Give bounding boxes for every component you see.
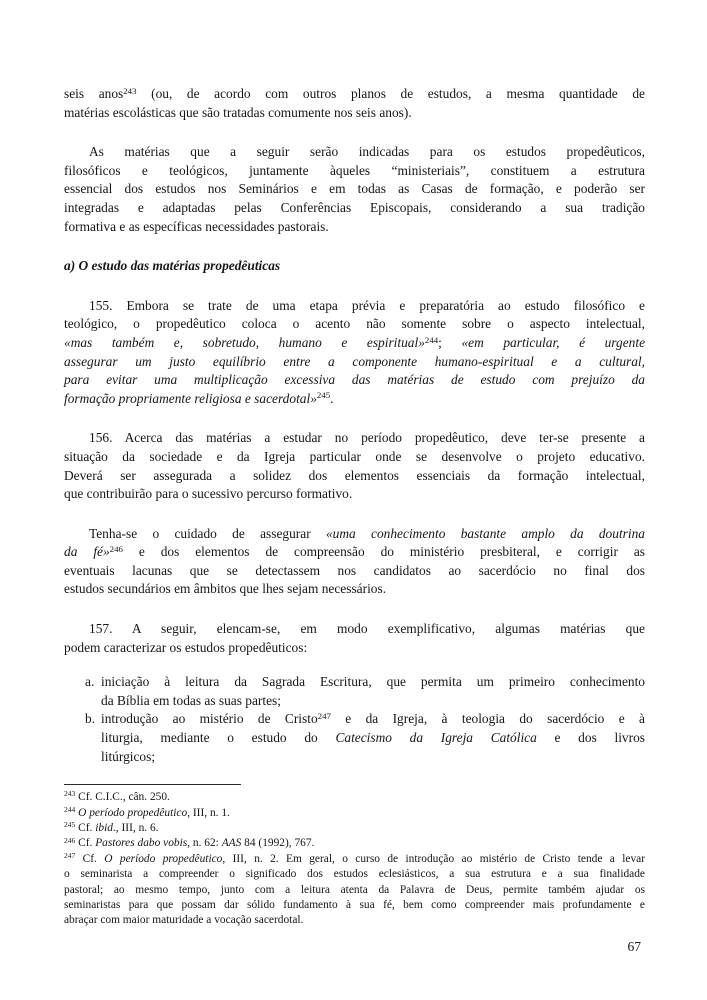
text-line [64,390,645,409]
footnote-ref: 245 [316,390,331,401]
text-line [64,448,645,467]
footnote [64,806,645,821]
text-line [64,790,645,805]
text-segment: 84 (1992), 767. [241,837,315,850]
list-marker: b. [85,711,96,727]
text-segment: liturgia, mediante o estudo do [101,730,336,746]
footnote-ref: 247 [317,711,331,722]
text-line [64,821,645,836]
paragraph [64,525,645,599]
text-line [64,898,645,913]
footnote-separator [64,784,241,785]
page-column [64,85,645,929]
text-segment: 157. A seguir, elencam-se, em modo exemplificativo, algumas matérias que [89,621,645,637]
footnote [64,852,645,929]
paragraph [64,620,645,657]
text-segment: para evitar uma multiplicação excessiva das matérias de estudo com prejuízo da [64,372,645,388]
text-line [64,525,645,544]
text-segment: , III, n. 6. [115,822,159,835]
text-segment: . [330,390,334,406]
footnote [64,821,645,836]
footnote-ref: 246 [109,543,123,554]
text-segment: As matérias que a seguir serão indicadas para os estudos propedêuticos, [89,144,645,160]
text-line [64,334,645,353]
text-segment: iniciação à leitura da Sagrada Escritura, que permita um primeiro conhecimento [101,674,645,690]
text-segment: Tenha-se o cuidado de assegurar [89,525,326,541]
text-segment: Cf. [75,837,96,850]
text-line [101,692,645,711]
text-line [64,297,645,316]
text-segment: filosóficos e teológicos, juntamente àqueles “ministeriais”, constituem a estrutura [64,162,645,178]
text-line [64,353,645,372]
footnote-ref: 245 [64,820,76,830]
text-segment: Pastores dabo vobis [95,837,188,850]
paragraph [64,143,645,236]
text-segment: da Bíblia em todas as suas partes; [101,692,281,708]
text-line [101,729,645,748]
text-line [64,104,645,123]
text-line [64,836,645,851]
text-line [64,143,645,162]
text-segment: litúrgicos; [101,748,156,764]
text-line [64,371,645,390]
text-line [64,257,645,276]
footnote-ref: 246 [64,835,76,845]
footnote [64,836,645,851]
text-segment: que contribuirão para o sucessivo percurso formativo. [64,486,353,502]
text-segment: Catecismo da Igreja Católica [335,730,537,746]
text-line [64,562,645,581]
text-segment: teológico, o propedêutico coloca o acento não somente sobre o aspecto intelectual, [64,316,645,332]
page-number: 67 [627,939,641,954]
text-segment: , III, n. 2. Em geral, o curso de introdução ao mistério de Cristo tende a levar [222,852,645,865]
text-segment: ibid. [95,822,116,835]
list-item [64,673,645,710]
text-line [64,315,645,334]
text-segment: «mas também e, sobretudo, humano e espiritual» [64,334,425,350]
footnotes-section [64,790,645,929]
text-segment: o seminarista a compreender o significado dos estudos eclesiásticos, a sua estrutura e a sua finalidade [64,868,645,881]
text-segment: , III, n. 1. [187,806,230,819]
text-segment: e dos elementos de compreensão do ministério presbiteral, e corrigir as [122,544,645,560]
text-segment: introdução ao mistério de Cristo [101,711,318,727]
footnote-ref: 247 [64,851,76,861]
text-segment: seis anos [64,86,124,101]
footnote-ref: 243 [123,85,137,96]
text-segment: AAS [221,837,242,850]
list [64,673,645,766]
text-segment: assegurar um justo equilíbrio entre a componente humano-espiritual e a cultural, [64,353,645,369]
list-marker: a. [85,674,95,690]
text-segment: O período propedêutico [104,852,223,865]
footnote-ref: 244 [64,804,76,814]
text-segment: e da Igreja, à teologia do sacerdócio e à [330,711,645,727]
text-segment: (ou, de acordo com outros planos de estudos, a mesma quantidade de [136,86,645,101]
text-segment: Deverá ser assegurada a solidez dos elementos essenciais da formação intelectual, [64,467,645,483]
document-body [64,85,645,766]
paragraph [64,429,645,503]
text-line [64,180,645,199]
text-line [64,162,645,181]
text-line [64,639,645,658]
text-line [64,883,645,898]
text-line [64,85,645,104]
section-heading [64,257,645,276]
text-line [64,620,645,639]
text-segment: Cf. [75,852,105,865]
text-segment: matérias escolásticas que são tratadas comumente nos seis anos). [64,104,412,120]
text-line [64,913,645,928]
text-line [101,673,645,692]
text-segment: ; [438,334,462,350]
text-segment: «em particular, é urgente [461,334,646,350]
text-line [64,218,645,237]
text-line [64,485,645,504]
text-segment: 155. Embora se trate de uma etapa prévia e preparatória ao estudo filosófico e [89,297,645,313]
text-segment: e dos livros [536,730,645,746]
text-line [101,748,645,767]
text-segment: abraçar com maior maturidade a vocação sacerdotal. [64,914,304,927]
text-line [64,429,645,448]
text-line [64,580,645,599]
footnote-ref: 243 [64,789,76,799]
text-segment: seminaristas para que possam dar sólido fundamento à sua fé, bem como compreender mais profundamente e [64,899,645,912]
text-segment: O período propedêutico [78,806,188,819]
text-line [64,806,645,821]
text-segment: «uma conhecimento bastante amplo da doutrina [325,525,645,541]
text-segment: formação propriamente religiosa e sacerdotal» [64,390,317,406]
text-line [64,852,645,867]
text-line [64,467,645,486]
text-segment: formativa e as específicas necessidades pastorais. [64,218,329,234]
list-item [64,710,645,766]
text-segment: estudos secundários em âmbitos que lhes sejam necessários. [64,581,387,597]
text-line [101,710,645,729]
paragraph [64,297,645,409]
text-line [64,199,645,218]
paragraph [64,85,645,122]
text-line [64,543,645,562]
footnote [64,790,645,805]
text-segment: , n. 62: [187,837,222,850]
text-segment: 156. Acerca das matérias a estudar no período propedêutico, deve ter-se presente a [89,430,645,446]
text-segment: pastoral; ao mesmo tempo, junto com a leitura atenta da Palavra de Deus, permite também ajudar os [64,883,645,896]
text-segment: podem caracterizar os estudos propedêuticos: [64,639,308,655]
text-segment: integradas e adaptadas pelas Conferências Episcopais, considerando a sua tradição [64,199,645,215]
text-segment: situação da sociedade e da Igreja particular onde se desenvolve o projeto educativo. [64,448,645,464]
text-segment: Cf. C.I.C., cân. 250. [75,791,170,804]
text-segment: Cf. [75,822,96,835]
text-line [64,867,645,882]
footnote-ref: 244 [424,334,439,345]
text-segment: eventuais lacunas que se detectassem nos candidatos ao sacerdócio no final dos [64,562,645,578]
text-segment: essencial dos estudos nos Seminários e em todas as Casas de formação, e poderão ser [64,181,645,197]
text-segment: a) O estudo das matérias propedêuticas [64,258,281,274]
text-segment: da fé» [64,544,110,560]
